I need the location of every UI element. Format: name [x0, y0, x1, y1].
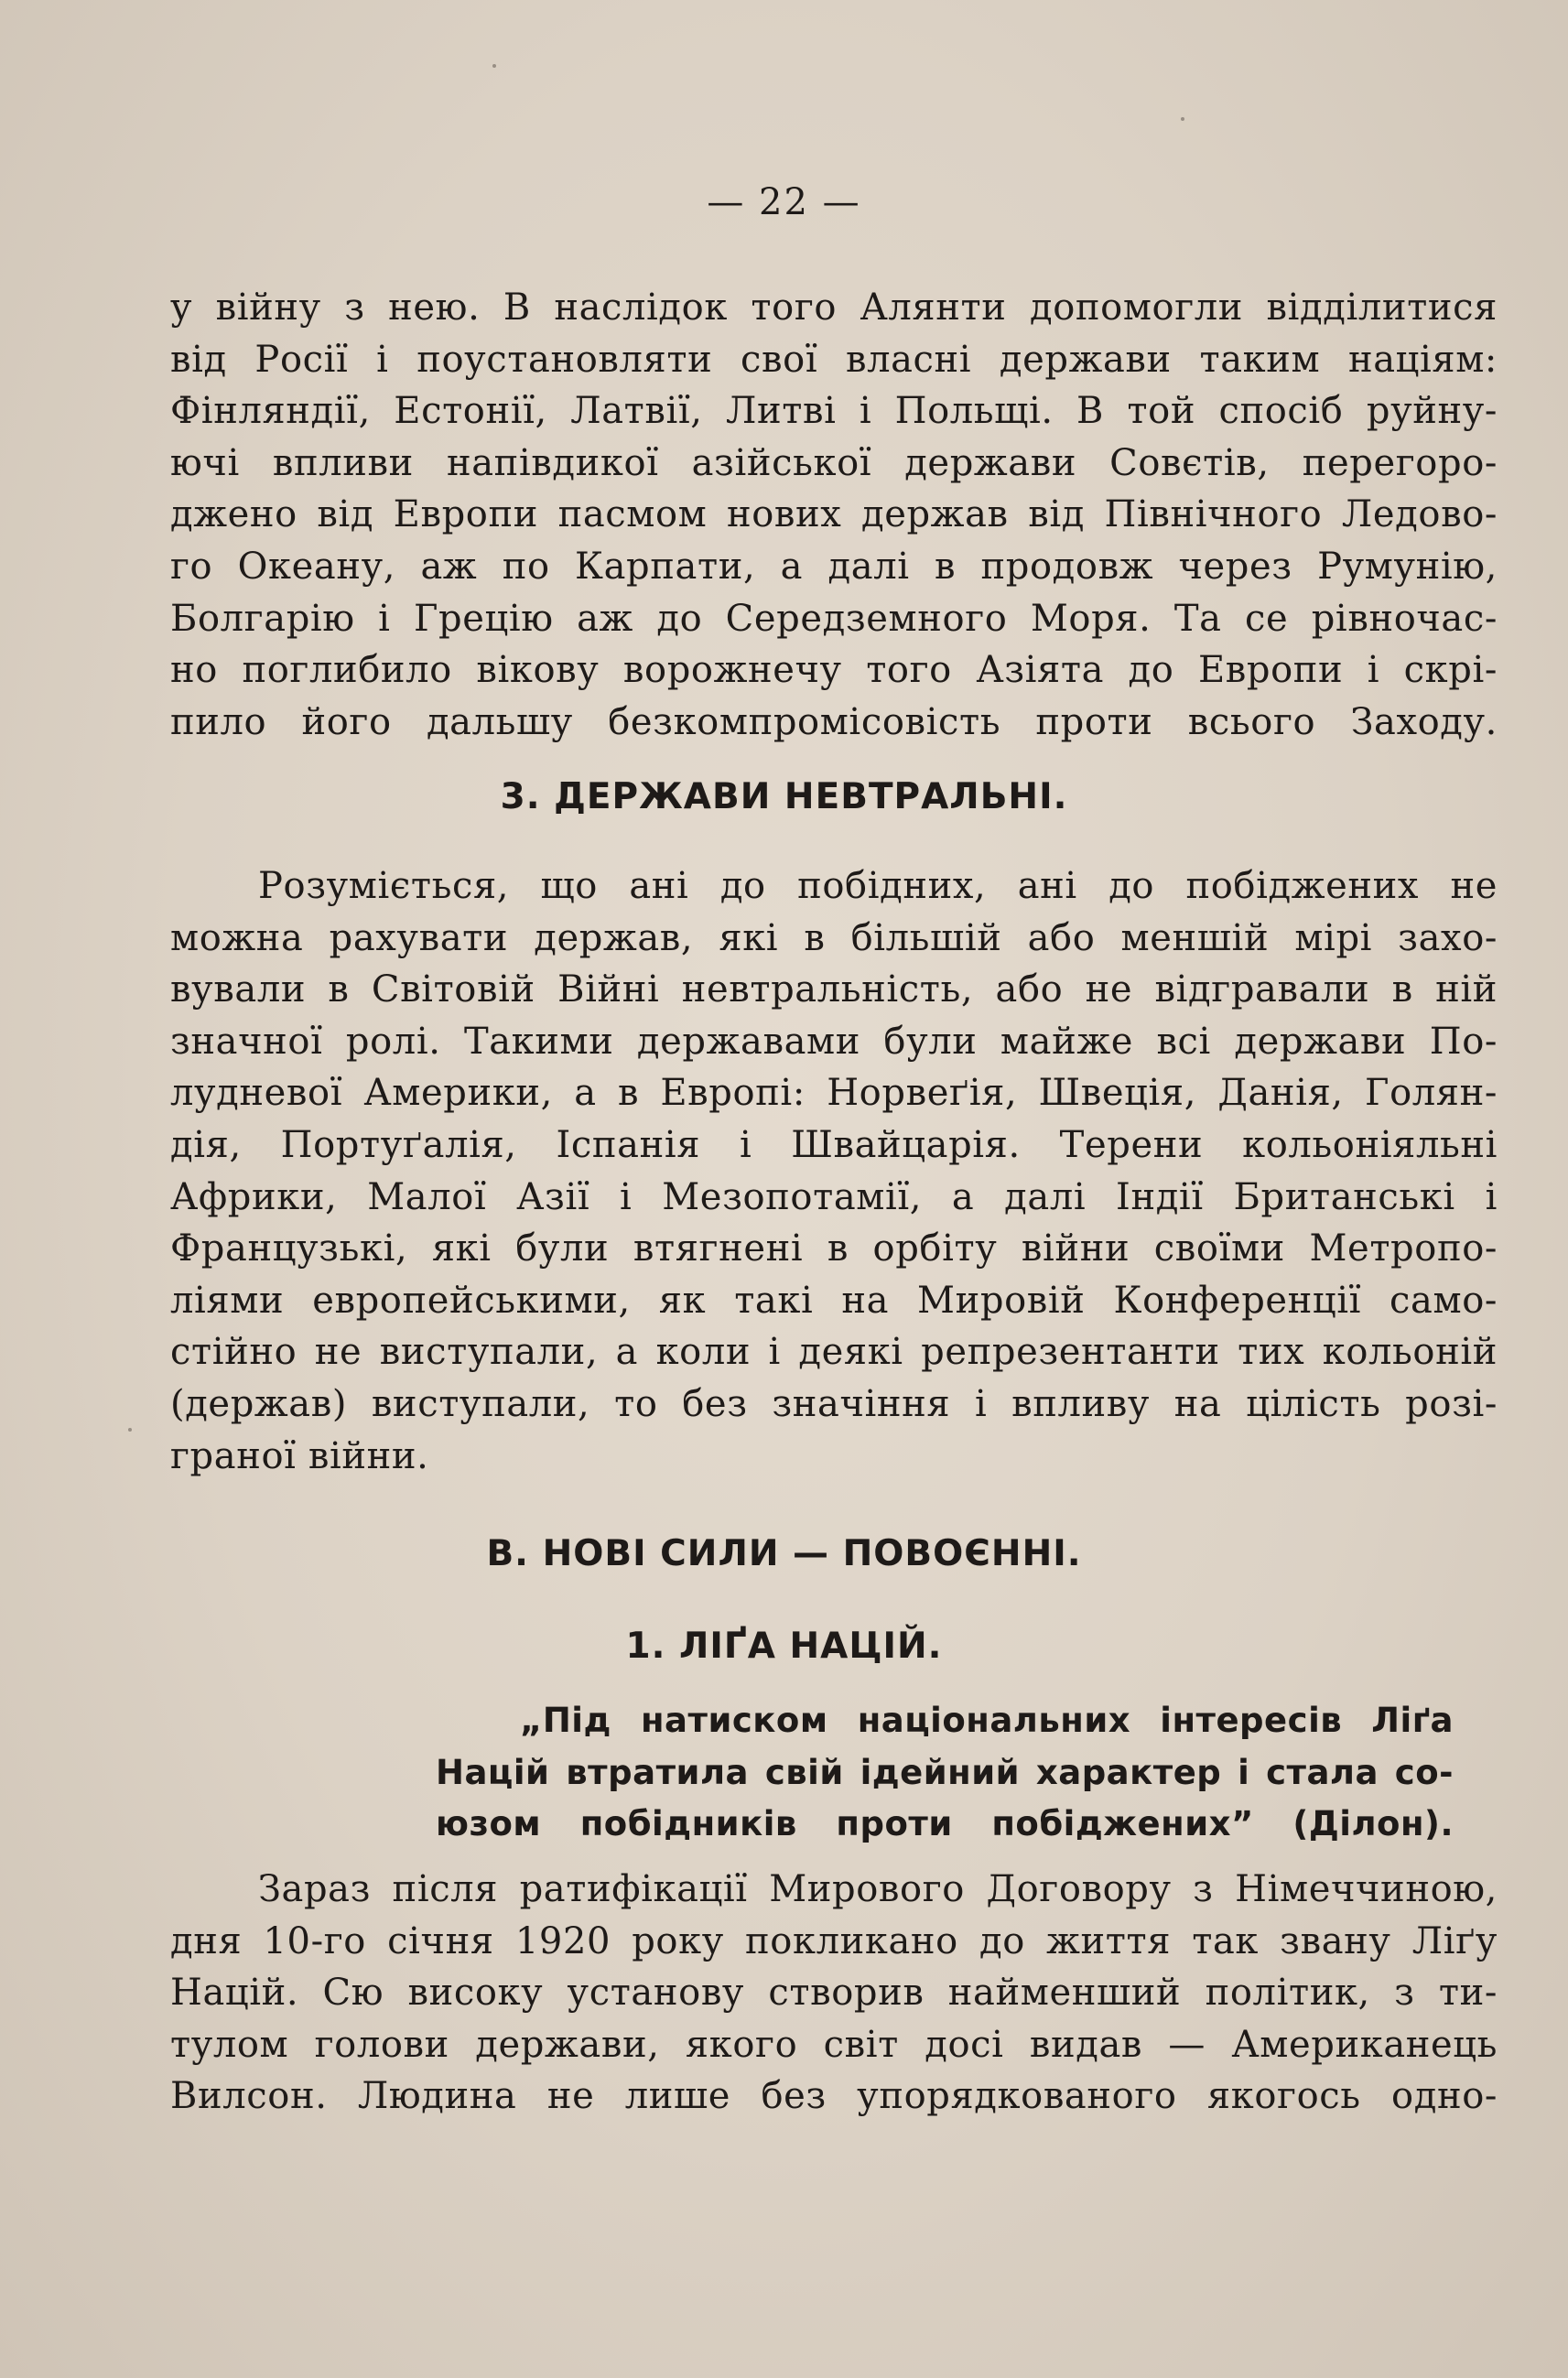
text-line: но поглибило вікову ворожнечу того Азіята до Европи і скрі-: [170, 649, 1498, 692]
text-line: Болгарію і Грецію аж до Середземного Моря. Та се рівночас-: [170, 597, 1498, 640]
text-line: пило його дальшу безкомпромісовість проти всього Заходу.: [170, 700, 1498, 743]
text-line: від Росії і поустановляти свої власні держави таким націям:: [170, 338, 1498, 381]
paper-speck: [128, 1428, 132, 1432]
paragraph-1: [170, 282, 1498, 748]
paper-speck: [492, 64, 496, 68]
text-line: вували в Світовій Війні невтральність, або не відгравали в ній: [170, 968, 1498, 1011]
text-line: Зараз після ратифікації Мирового Договору з Німеччиною,: [258, 1868, 1498, 1910]
text-line: дня 10-го січня 1920 року покликано до життя так звану Ліґу: [170, 1919, 1498, 1962]
paragraph-2: [170, 860, 1498, 1482]
text-line: стійно не виступали, а коли і деякі репрезентанти тих кольоній: [170, 1331, 1498, 1374]
text-line: (держав) виступали, то без значіння і впливу на цілість розі-: [170, 1382, 1498, 1425]
paper-speck: [1181, 117, 1184, 121]
text-line: Фінляндії, Естонії, Латвії, Литві і Польщі. В той спосіб руйну-: [170, 390, 1498, 433]
text-line: го Океану, аж по Карпати, а далі в продовж через Румунію,: [170, 545, 1498, 588]
page-number: — 22 —: [707, 181, 861, 223]
text-line: значної ролі. Такими державами були майже всі держави По-: [170, 1020, 1498, 1063]
text-line: дія, Портуґалія, Іспанія і Швайцарія. Терени кольоніяльні: [170, 1123, 1498, 1166]
text-line: тулом голови держави, якого світ досі видав — Американець: [170, 2023, 1498, 2066]
text-line: у війну з нею. В наслідок того Алянти допомогли відділитися: [170, 286, 1498, 329]
text-line: Французькі, які були втягнені в орбіту війни своїми Метропо-: [170, 1227, 1498, 1270]
text-line: Розуміється, що ані до побідних, ані до побіджених не: [258, 865, 1498, 907]
epigraph-line: юзом побідників проти побіджених” (Ділон).: [436, 1804, 1454, 1843]
text-line: ючі впливи напівдикої азійської держави Совєтів, перегоро-: [170, 441, 1498, 484]
text-line: Націй. Сю високу установу створив найменший політик, з ти-: [170, 1972, 1498, 2015]
text-line: граної війни.: [170, 1434, 429, 1477]
text-line: ліями европейськими, як такі на Мировій Конференції само-: [170, 1279, 1498, 1322]
text-line: Африки, Малої Азії і Мезопотамії, а далі Індії Британські і: [170, 1175, 1498, 1218]
text-line: джено від Европи пасмом нових держав від Північного Ледово-: [170, 493, 1498, 536]
text-line: можна рахувати держав, які в більшій або меншій мірі захо-: [170, 916, 1498, 959]
epigraph-quote: [436, 1695, 1454, 1851]
epigraph-line: Націй втратила свій ідейний характер і стала со-: [436, 1752, 1454, 1792]
text-line: лудневої Америки, а в Европі: Норвеґія, Швеція, Данія, Голян-: [170, 1072, 1498, 1115]
chapter-heading-new-forces: В. НОВІ СИЛИ — ПОВОЄННІ.: [486, 1533, 1082, 1574]
paragraph-3: [170, 1864, 1498, 2123]
epigraph-line: „Під натиском національних інтересів Ліґа: [520, 1701, 1454, 1740]
text-line: Вилсон. Людина не лише без упорядкованого якогось одно-: [170, 2075, 1498, 2118]
section-heading-league-of-nations: 1. ЛІҐА НАЦІЙ.: [625, 1626, 943, 1667]
section-heading-neutral-states: 3. ДЕРЖАВИ НЕВТРАЛЬНІ.: [500, 776, 1068, 817]
